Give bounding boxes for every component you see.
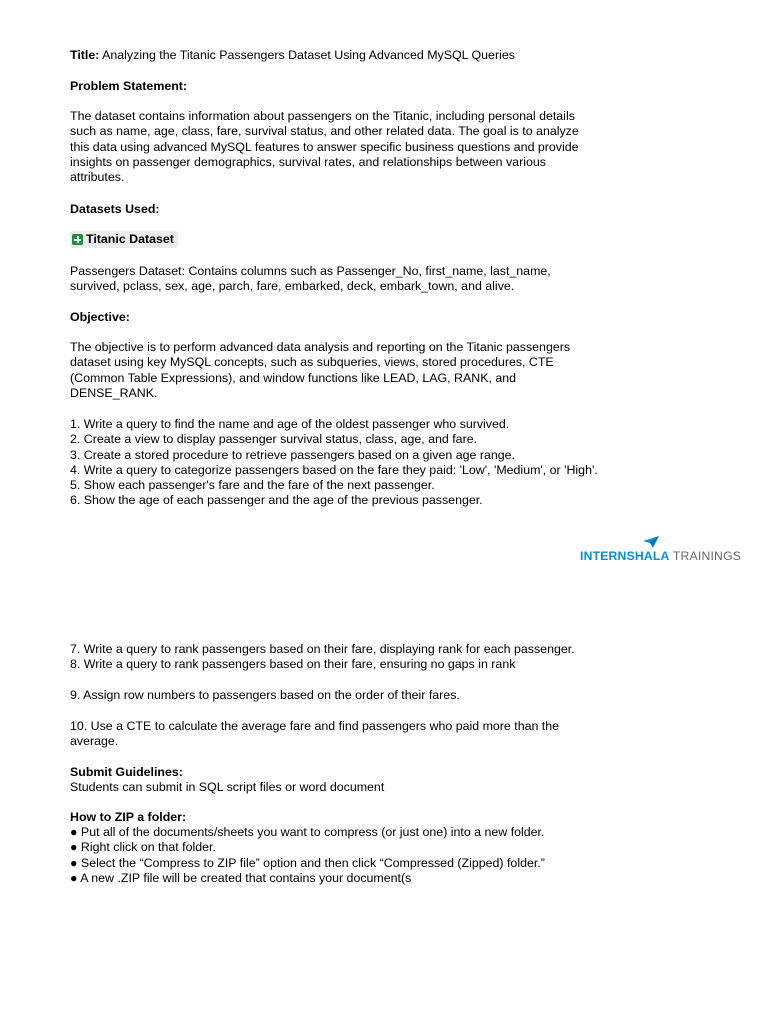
logo-sub: TRAININGS (669, 549, 742, 563)
problem-heading: Problem Statement: (70, 79, 188, 93)
paper-plane-icon (643, 536, 659, 548)
dataset-chip-row (70, 231, 600, 249)
task-item: 10. Use a CTE to calculate the average fare and find passengers who paid more than the average. (70, 719, 560, 749)
task-item: 6. Show the age of each passenger and the age of the previous passenger. (70, 493, 483, 508)
submit-heading: Submit Guidelines: (70, 765, 183, 779)
logo-brand: INTERNSHALA (580, 549, 670, 563)
task-item: 4. Write a query to categorize passengers based on the fare they paid: 'Low', 'Medium', or 'High'. (70, 462, 598, 477)
doc-title (70, 48, 600, 63)
zip-heading: How to ZIP a folder: (70, 810, 187, 824)
zip-step: ● Put all of the documents/sheets you want to compress (or just one) into a new folder. (70, 825, 545, 839)
internshala-logo (580, 536, 742, 564)
task-list-a (70, 417, 600, 509)
task-item: 7. Write a query to rank passengers based on their fare, displaying rank for each passenger. (70, 642, 575, 656)
task-item: 5. Show each passenger's fare and the fare of the next passenger. (70, 478, 435, 493)
task-list-b (70, 642, 600, 673)
submit-body: Students can submit in SQL script files or word document (70, 780, 385, 794)
logo-text (580, 549, 741, 564)
dataset-chip-label: Titanic Dataset (86, 232, 174, 246)
datasets-description: Passengers Dataset: Contains columns such as Passenger_No, first_name, last_name, survived, pclass, sex, age, parch, fare, embarked, deck, embark_town, and alive. (70, 264, 551, 294)
zip-step: ● A new .ZIP file will be created that contains your document(s (70, 870, 412, 885)
objective-body: The objective is to perform advanced data analysis and reporting on the Titanic passengers dataset using key MySQL concepts, such as subqueries, views, stored procedures, CTE (Common Table Expressions), and window functions like LEAD, LAG, RANK, and DENSE_RANK. (70, 340, 571, 400)
task-item: 8. Write a query to rank passengers based on their fare, ensuring no gaps in rank (70, 657, 516, 672)
objective-heading: Objective: (70, 310, 130, 324)
task-item: 2. Create a view to display passenger survival status, class, age, and fare. (70, 432, 478, 447)
problem-body: The dataset contains information about passengers on the Titanic, including personal details such as name, age, class, fare, survival status, and other related data. The goal is to analyze this data using advanced MySQL features to answer specific business questions and provide insights on passenger demographics, survival rates, and relationships between various attributes. (70, 109, 579, 185)
datasets-heading: Datasets Used: (70, 202, 160, 216)
title-label: Title: (70, 48, 100, 62)
spreadsheet-icon (72, 234, 83, 245)
task-item: 3. Create a stored procedure to retrieve passengers based on a given age range. (70, 447, 515, 462)
task-item: 9. Assign row numbers to passengers based on the order of their fares. (70, 688, 460, 702)
task-item: 1. Write a query to find the name and age of the oldest passenger who survived. (70, 417, 510, 431)
titanic-dataset-chip[interactable] (70, 231, 178, 248)
zip-steps (70, 825, 600, 886)
zip-step: ● Select the “Compress to ZIP file” option and then click “Compressed (Zipped) folder.” (70, 855, 545, 870)
title-text: Analyzing the Titanic Passengers Dataset Using Advanced MySQL Queries (99, 48, 515, 62)
zip-step: ● Right click on that folder. (70, 840, 216, 855)
